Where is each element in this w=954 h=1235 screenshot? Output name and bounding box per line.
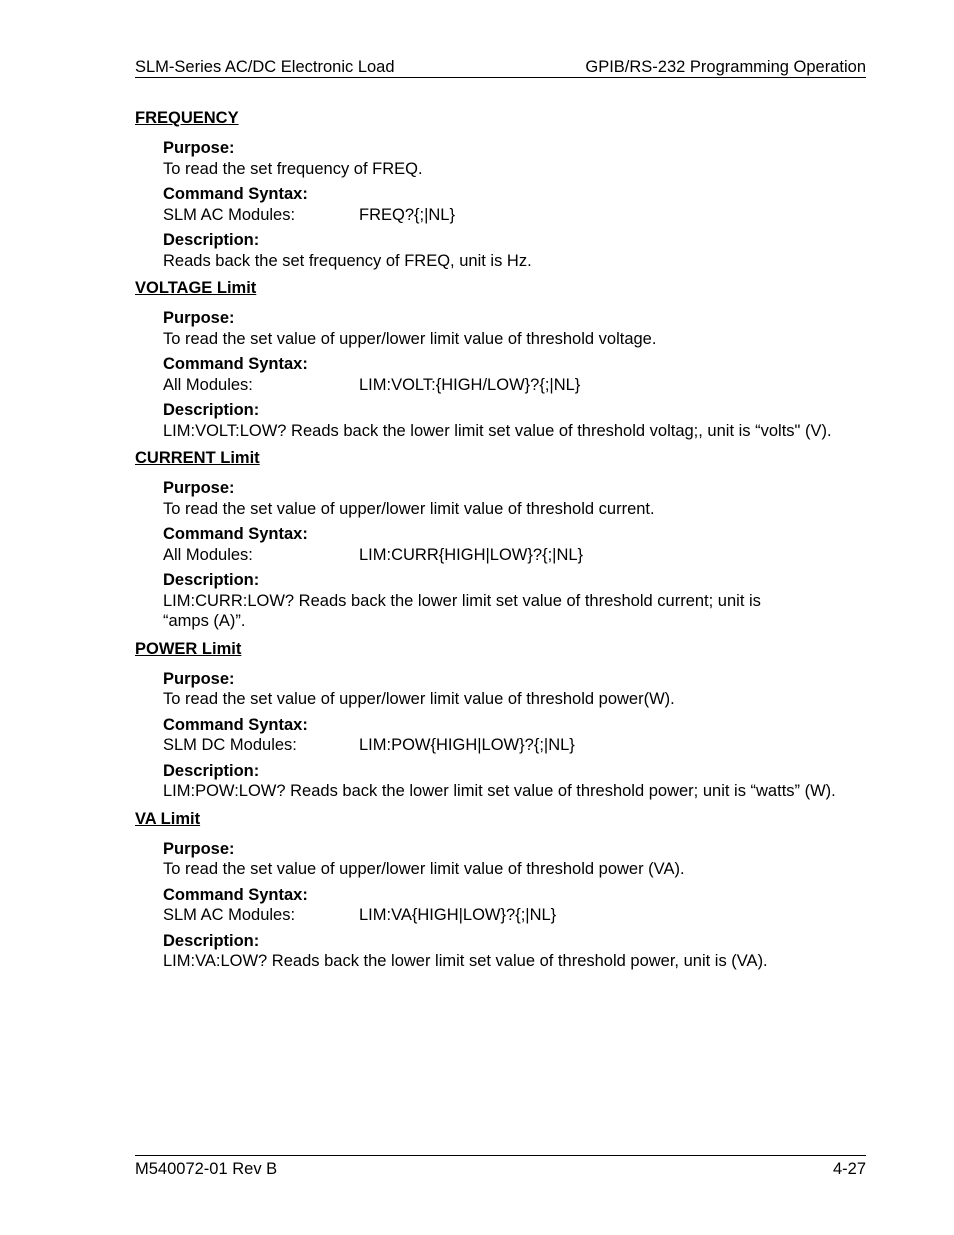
section-body: [163, 839, 875, 972]
header-chapter-title: GPIB/RS-232 Programming Operation: [585, 58, 866, 76]
description-text: LIM:POW:LOW? Reads back the lower limit set value of threshold power; unit is “watts” (W).: [163, 782, 836, 800]
syntax-row: [163, 375, 875, 396]
purpose-text: To read the set value of upper/lower limit value of threshold current.: [163, 499, 655, 518]
purpose-text: To read the set frequency of FREQ.: [163, 159, 423, 178]
purpose-label: Purpose:: [163, 669, 235, 688]
command-section: [135, 448, 875, 632]
description-text: LIM:CURR:LOW? Reads back the lower limit set value of threshold current; unit is: [163, 591, 761, 610]
command-text: LIM:VA{HIGH|LOW}?{;|NL}: [359, 906, 557, 924]
syntax-label: Command Syntax:: [163, 525, 308, 543]
page-content: [135, 108, 875, 979]
syntax-label: Command Syntax:: [163, 715, 308, 734]
description-label: Description:: [163, 761, 260, 780]
purpose-text: To read the set value of upper/lower limit value of threshold voltage.: [163, 329, 657, 348]
syntax-row: [163, 735, 875, 756]
syntax-label: Command Syntax:: [163, 185, 308, 203]
purpose-label: Purpose:: [163, 309, 235, 327]
syntax-label: Command Syntax:: [163, 885, 308, 904]
footer-doc-number: M540072-01 Rev B: [135, 1160, 278, 1178]
purpose-label: Purpose:: [163, 139, 235, 157]
section-title: CURRENT Limit: [135, 449, 260, 467]
command-text: FREQ?{;|NL}: [359, 205, 455, 224]
syntax-row: [163, 905, 875, 926]
description-label: Description:: [163, 401, 260, 419]
section-body: [163, 669, 875, 802]
command-section: [135, 278, 875, 441]
page-header: [135, 56, 866, 78]
command-section: [135, 108, 875, 271]
purpose-label: Purpose:: [163, 479, 235, 497]
section-body: [163, 138, 875, 271]
syntax-row: [163, 205, 875, 226]
description-text: “amps (A)”.: [163, 612, 246, 630]
description-text: LIM:VA:LOW? Reads back the lower limit set value of threshold power, unit is (VA).: [163, 952, 768, 970]
syntax-label: Command Syntax:: [163, 355, 308, 373]
syntax-row: [163, 545, 875, 566]
header-doc-title: SLM-Series AC/DC Electronic Load: [135, 58, 395, 76]
description-text: Reads back the set frequency of FREQ, unit is Hz.: [163, 251, 532, 270]
command-text: LIM:POW{HIGH|LOW}?{;|NL}: [359, 736, 575, 754]
description-text: LIM:VOLT:LOW? Reads back the lower limit set value of threshold voltag;, unit is “volts" (V).: [163, 421, 832, 440]
command-text: LIM:VOLT:{HIGH/LOW}?{;|NL}: [359, 375, 581, 394]
description-label: Description:: [163, 571, 260, 589]
footer-page-number: 4-27: [832, 1160, 866, 1178]
command-text: LIM:CURR{HIGH|LOW}?{;|NL}: [359, 545, 584, 564]
modules-text: SLM AC Modules:: [163, 205, 296, 224]
page-footer: [135, 1155, 866, 1180]
command-section: [135, 809, 875, 972]
modules-text: SLM AC Modules:: [163, 906, 296, 924]
command-section: [135, 639, 875, 802]
modules-text: All Modules:: [163, 545, 253, 564]
description-label: Description:: [163, 931, 260, 950]
modules-text: All Modules:: [163, 375, 253, 394]
modules-text: SLM DC Modules:: [163, 736, 297, 754]
section-body: [163, 308, 875, 441]
purpose-text: To read the set value of upper/lower limit value of threshold power(W).: [163, 690, 675, 708]
section-title: VOLTAGE Limit: [135, 279, 257, 297]
description-label: Description:: [163, 231, 260, 249]
section-title: FREQUENCY: [135, 109, 239, 127]
section-title: VA Limit: [135, 809, 201, 828]
purpose-text: To read the set value of upper/lower limit value of threshold power (VA).: [163, 860, 685, 878]
purpose-label: Purpose:: [163, 839, 235, 858]
section-title: POWER Limit: [135, 639, 242, 658]
section-body: [163, 478, 875, 632]
